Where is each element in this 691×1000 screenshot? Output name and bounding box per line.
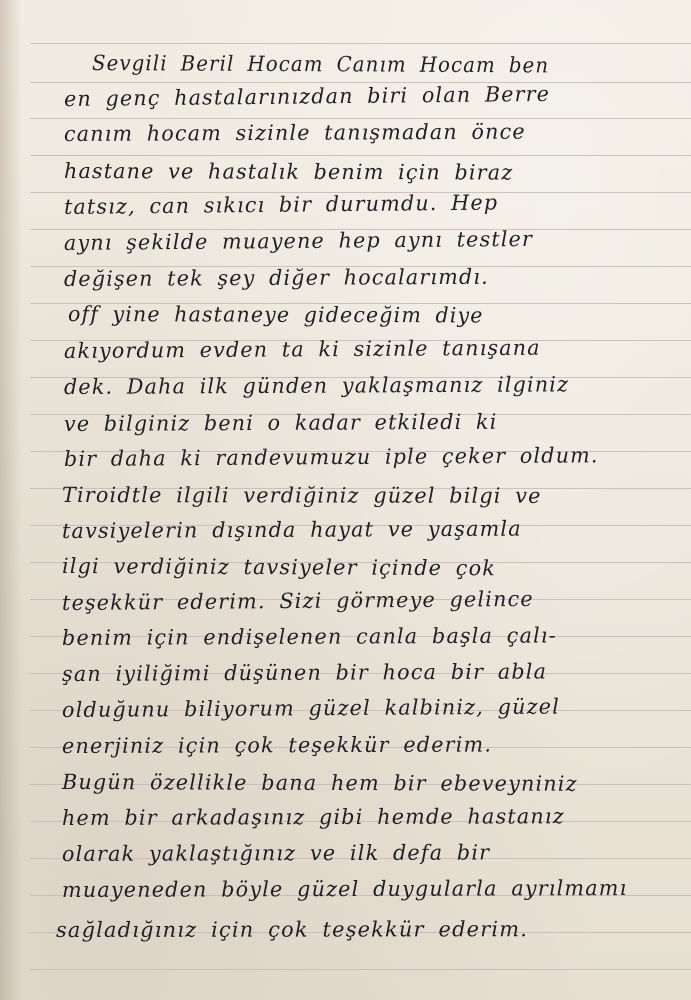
ruled-line (30, 969, 691, 970)
letter-line: teşekkür ederim. Sizi görmeye gelince (61, 586, 534, 615)
letter-line: hastane ve hastalık benim için biraz (63, 159, 514, 185)
letter-line: hem bir arkadaşınız gibi hemde hastanız (61, 804, 565, 830)
letter-line: benim için endişelenen canla başla çalı- (61, 623, 557, 650)
letter-line: Bugün özellikle bana hem bir ebeveyniniz (61, 770, 578, 796)
letter-line: olarak yaklaştığınız ve ilk defa bir (61, 840, 491, 866)
letter-line: sağladığınız için çok teşekkür ederim. (55, 917, 529, 942)
letter-line: ve bilginiz beni o kadar etkiledi ki (63, 409, 498, 436)
letter-line: off yine hastaneye gideceğim diye (67, 302, 484, 328)
letter-line: muayeneden böyle güzel duygularla ayrılmamı (61, 876, 628, 902)
letter-line: ilgi verdiğiniz tavsiyeler içinde çok (61, 554, 497, 581)
letter-line: tatsız, can sıkıcı bir durumdu. Hep (63, 190, 499, 219)
ruled-line (30, 43, 691, 44)
letter-line: aynı şekilde muayene hep aynı testler (63, 226, 534, 255)
letter-line: canım hocam sizinle tanışmadan önce (63, 119, 526, 146)
letter-line: Sevgili Beril Hocam Canım Hocam ben (91, 51, 550, 78)
letter-line: akıyordum evden ta ki sizinle tanışana (63, 335, 541, 363)
letter-line: şan iyiliğimi düşünen bir hoca bir abla (61, 659, 548, 686)
letter-line: dek. Daha ilk günden yaklaşmanız ilginiz (63, 372, 570, 399)
letter-line: en genç hastalarınızdan biri olan Berre (63, 81, 551, 111)
letter-line: Tiroidtle ilgili verdiğiniz güzel bilgi ve (61, 483, 542, 508)
letter-line: tavsiyelerin dışında hayat ve yaşamla (61, 516, 522, 543)
letter-line: olduğunu biliyorum güzel kalbiniz, güzel (61, 694, 561, 722)
letter-line: enerjiniz için çok teşekkür ederim. (61, 732, 493, 758)
ruled-line (30, 155, 691, 156)
letter-line: değişen tek şey diğer hocalarımdı. (63, 264, 489, 291)
letter-line: bir daha ki randevumuzu iple çeker oldum. (63, 443, 599, 471)
